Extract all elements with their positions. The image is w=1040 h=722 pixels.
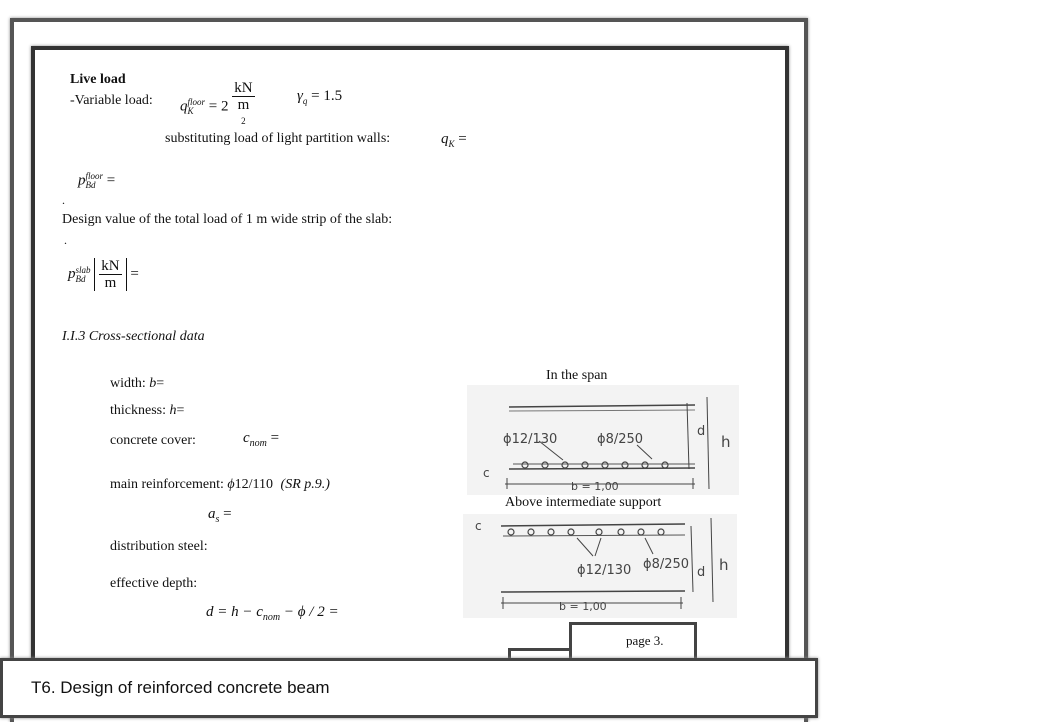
- span-section-sketch: [467, 385, 739, 495]
- span-label-b: b = 1,00: [571, 480, 619, 493]
- span-label-dist-bar: ϕ8/250: [597, 432, 644, 447]
- span-label-d: d: [697, 424, 706, 439]
- footer-title: T6. Design of reinforced concrete beam: [31, 678, 330, 697]
- support-section-sketch: [463, 514, 737, 618]
- design-value-text: Design value of the total load of 1 m wide strip of the slab:: [62, 212, 393, 227]
- width-row: width: b=: [110, 376, 165, 391]
- support-label-b: b = 1,00: [559, 600, 607, 613]
- support-caption: Above intermediate support: [505, 495, 662, 510]
- page-number: page 3.: [626, 633, 664, 648]
- live-load-heading: Live load: [70, 72, 126, 87]
- span-caption: In the span: [546, 368, 608, 383]
- thickness-row: thickness: h=: [110, 403, 185, 418]
- span-label-h: h: [721, 433, 731, 451]
- dot-marker: .: [62, 193, 65, 207]
- as-formula: $a_s$ =: [208, 506, 232, 525]
- cover-formula: $c_{nom}$ =: [243, 430, 280, 449]
- effective-depth-label: effective depth:: [110, 576, 198, 591]
- span-label-c: c: [483, 466, 490, 480]
- effective-depth-formula: $d = h - c_{nom} - \phi / 2$ =: [206, 604, 339, 623]
- support-label-h: h: [719, 556, 729, 574]
- span-label-main-bar: ϕ12/130: [503, 432, 558, 447]
- partition-label: substituting load of light partition walls:: [165, 131, 391, 146]
- p-floor-formula: p floor Bd =: [78, 171, 116, 190]
- variable-load-label: -Variable load:: [70, 93, 153, 108]
- gamma-q-formula: $\gamma_q = 1.5$: [297, 88, 343, 106]
- main-reinforcement-row: main reinforcement: ϕ12/110 (SR p.9.): [110, 477, 330, 492]
- dot-marker-2: .: [64, 233, 67, 247]
- distribution-steel-label: distribution steel:: [110, 539, 208, 554]
- section-title: I.I.3 Cross-sectional data: [62, 329, 205, 344]
- p-slab-formula: p slab Bd $\frac{kN}{m}$ =: [68, 258, 139, 291]
- support-label-dist-bar: ϕ8/250: [643, 557, 690, 572]
- variable-load-formula: q floor K = 2 kN m $^2$: [180, 80, 253, 126]
- cover-label: concrete cover:: [110, 433, 196, 448]
- partition-formula: $q_K$ =: [441, 131, 467, 149]
- support-label-c: c: [475, 519, 482, 533]
- support-label-main-bar: ϕ12/130: [577, 563, 632, 578]
- support-label-d: d: [697, 565, 706, 580]
